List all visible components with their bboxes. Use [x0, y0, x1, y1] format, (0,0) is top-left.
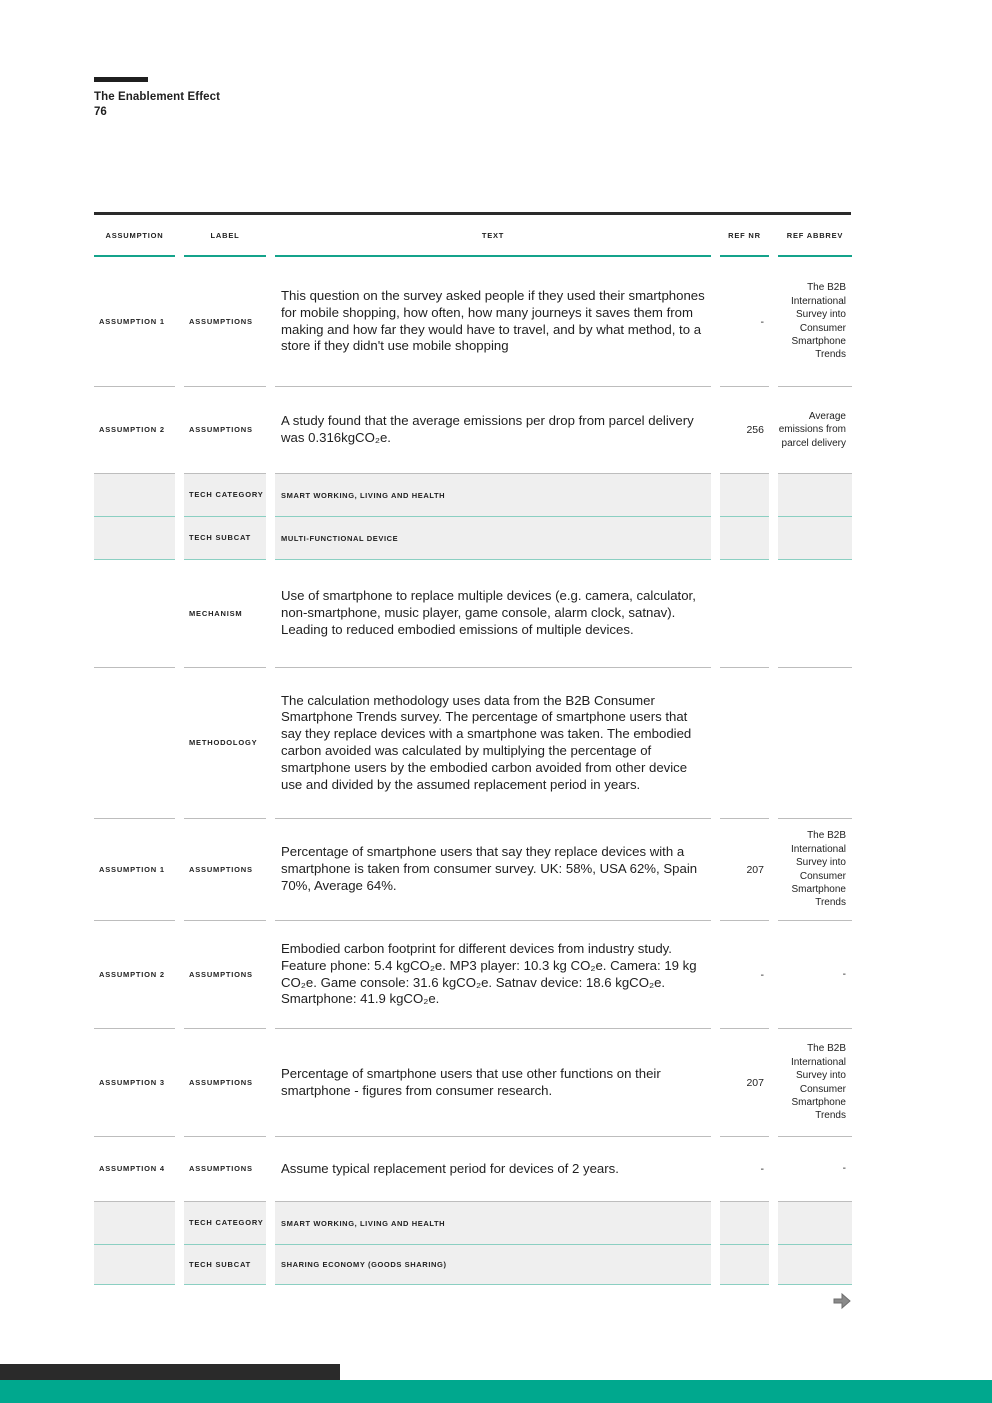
empty-cell — [778, 1245, 852, 1285]
assumption-cell: ASSUMPTION 1 — [94, 257, 175, 387]
tech-category-row — [94, 474, 852, 517]
empty-cell — [778, 560, 852, 668]
label-cell: ASSUMPTIONS — [184, 257, 266, 387]
empty-cell — [720, 1202, 769, 1245]
ref-abbrev-cell: The B2B International Survey into Consumer Smartphone Trends — [778, 819, 852, 921]
category-value-cell: SMART WORKING, LIVING AND HEALTH — [275, 474, 711, 517]
table-row — [94, 668, 852, 819]
assumption-cell: ASSUMPTION 3 — [94, 1029, 175, 1137]
text-cell: The calculation methodology uses data from the B2B Consumer Smartphone Trends survey. The percentage of smartphone users that say they replace devices with a smartphone was taken. The embodied carbon avoided was calculated by multiplying the percentage of smartphone users by the embodied carbon avoided from other device use and divided by the assumed replacement period in years. — [275, 668, 711, 819]
label-cell: ASSUMPTIONS — [184, 1137, 266, 1202]
empty-cell — [720, 668, 769, 819]
subcat-value-cell: SHARING ECONOMY (GOODS SHARING) — [275, 1245, 711, 1285]
text-cell: Percentage of smartphone users that say they replace devices with a smartphone is taken from consumer survey. UK: 58%, USA 62%, Spain 70%, Average 64%. — [275, 819, 711, 921]
header-rule — [94, 77, 148, 82]
label-cell: TECH SUBCAT — [184, 1245, 266, 1285]
label-cell: ASSUMPTIONS — [184, 387, 266, 474]
text-cell: A study found that the average emissions per drop from parcel delivery was 0.316kgCO₂e. — [275, 387, 711, 474]
empty-cell — [778, 517, 852, 560]
empty-cell — [94, 1245, 175, 1285]
text-cell: Assume typical replacement period for devices of 2 years. — [275, 1137, 711, 1202]
ref-abbrev-cell: The B2B International Survey into Consumer Smartphone Trends — [778, 257, 852, 387]
arrow-right-icon[interactable] — [832, 1292, 852, 1310]
tech-category-row — [94, 1202, 852, 1245]
footer-dark-bar — [0, 1364, 340, 1380]
tech-subcat-row — [94, 517, 852, 560]
empty-cell — [94, 474, 175, 517]
document-title: The Enablement Effect — [94, 91, 221, 103]
category-value-cell: SMART WORKING, LIVING AND HEALTH — [275, 1202, 711, 1245]
ref-nr-cell: 207 — [720, 1029, 769, 1137]
empty-cell — [720, 560, 769, 668]
assumption-cell: ASSUMPTION 4 — [94, 1137, 175, 1202]
table-row — [94, 560, 852, 668]
ref-nr-cell: 207 — [720, 819, 769, 921]
empty-cell — [94, 668, 175, 819]
ref-nr-cell: - — [720, 257, 769, 387]
empty-cell — [720, 474, 769, 517]
empty-cell — [778, 668, 852, 819]
table-row — [94, 257, 852, 387]
tech-subcat-row — [94, 1245, 852, 1285]
assumption-cell: ASSUMPTION 2 — [94, 387, 175, 474]
text-cell: This question on the survey asked people if they used their smartphones for mobile shopping, how often, how many journeys it saves them from making and how far they would have to travel, and by what method, to a store if they didn't use mobile shopping — [275, 257, 711, 387]
ref-nr-cell: - — [720, 1137, 769, 1202]
table-row — [94, 387, 852, 474]
ref-abbrev-cell: Average emissions from parcel delivery — [778, 387, 852, 474]
ref-abbrev-cell: - — [778, 921, 852, 1029]
label-cell: ASSUMPTIONS — [184, 921, 266, 1029]
assumption-cell: ASSUMPTION 1 — [94, 819, 175, 921]
assumption-cell: ASSUMPTION 2 — [94, 921, 175, 1029]
table-row — [94, 921, 852, 1029]
column-header-assumption: ASSUMPTION — [94, 215, 175, 257]
assumptions-table — [94, 212, 851, 1285]
empty-cell — [94, 1202, 175, 1245]
column-header-label: LABEL — [184, 215, 266, 257]
table-row — [94, 1029, 852, 1137]
empty-cell — [94, 517, 175, 560]
table-row — [94, 1137, 852, 1202]
empty-cell — [720, 517, 769, 560]
label-cell: MECHANISM — [184, 560, 266, 668]
empty-cell — [778, 474, 852, 517]
label-cell: TECH CATEGORY — [184, 1202, 266, 1245]
table-row — [94, 819, 852, 921]
column-header-ref-abbrev: REF ABBREV — [778, 215, 852, 257]
label-cell: TECH CATEGORY — [184, 474, 266, 517]
column-header-ref-nr: REF NR — [720, 215, 769, 257]
label-cell: TECH SUBCAT — [184, 517, 266, 560]
empty-cell — [94, 560, 175, 668]
text-cell: Embodied carbon footprint for different devices from industry study. Feature phone: 5.4 kgCO₂e. MP3 player: 10.3 kg CO₂e. Camera: 19 kg CO₂e. Game console: 31.6 kgCO₂e. Satnav device: 18.6 kgCO₂e. Smartphone: 41.9 kgCO₂e. — [275, 921, 711, 1029]
table-header-row — [94, 215, 852, 257]
text-cell: Use of smartphone to replace multiple devices (e.g. camera, calculator, non-smartphone, music player, game console, alarm clock, satnav). Leading to reduced embodied emissions of multiple devices. — [275, 560, 711, 668]
ref-abbrev-cell: - — [778, 1137, 852, 1202]
label-cell: ASSUMPTIONS — [184, 1029, 266, 1137]
footer-accent-bar — [0, 1380, 992, 1403]
ref-abbrev-cell: The B2B International Survey into Consumer Smartphone Trends — [778, 1029, 852, 1137]
ref-nr-cell: - — [720, 921, 769, 1029]
label-cell: METHODOLOGY — [184, 668, 266, 819]
label-cell: ASSUMPTIONS — [184, 819, 266, 921]
column-header-text: TEXT — [275, 215, 711, 257]
empty-cell — [720, 1245, 769, 1285]
subcat-value-cell: MULTI-FUNCTIONAL DEVICE — [275, 517, 711, 560]
text-cell: Percentage of smartphone users that use other functions on their smartphone - figures from consumer research. — [275, 1029, 711, 1137]
empty-cell — [778, 1202, 852, 1245]
ref-nr-cell: 256 — [720, 387, 769, 474]
page-number: 76 — [94, 106, 107, 118]
